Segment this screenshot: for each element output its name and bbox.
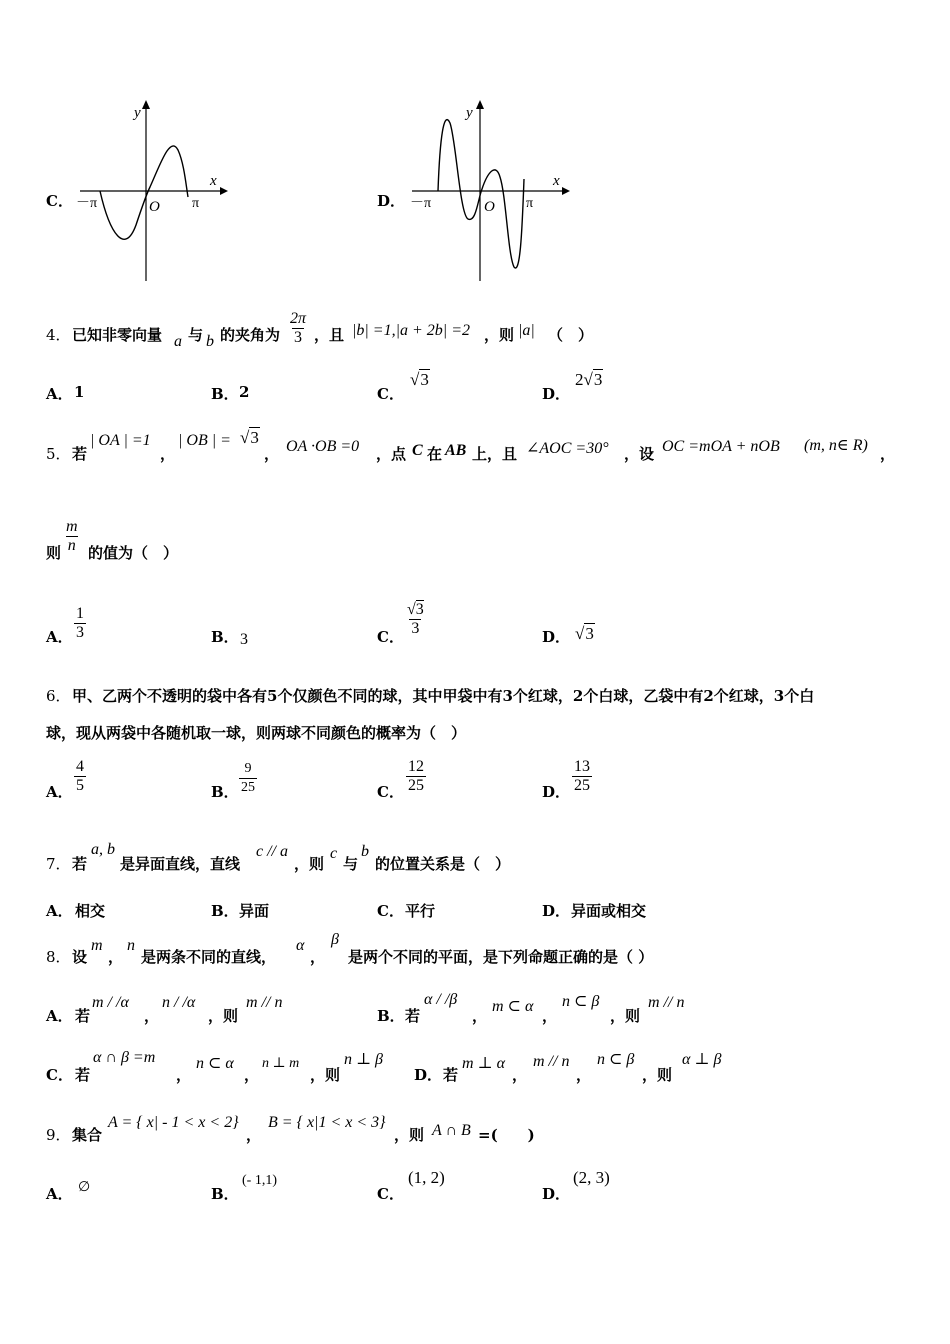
option-a-formula: n / /α [162, 994, 196, 1011]
option-c-label: C． [377, 1185, 404, 1203]
question-text: 的夹角为 [220, 326, 281, 344]
option-c-value: $\frac{12}{25}$ [408, 758, 424, 794]
option-a-label: A． [46, 902, 73, 920]
question-text: 若 [72, 855, 88, 873]
question-text: 是异面直线，直线 [120, 855, 241, 873]
question-text: ， [160, 445, 176, 463]
option-b-text: ， [542, 1007, 558, 1025]
option-c-formula: n ⊥ m [262, 1056, 300, 1071]
graph-d-pi: π [526, 196, 534, 211]
graph-c-y-label: y [134, 105, 141, 121]
question-text: ， [264, 445, 280, 463]
ratio-fraction [64, 518, 80, 555]
option-a-formula: m / /α [92, 994, 129, 1011]
formula-angle: ∠AOC =30° [526, 440, 609, 457]
answer-paren: =( ) [478, 1126, 535, 1144]
set-a: A = { x| - 1 < x < 2} [108, 1114, 239, 1131]
option-a-text: 若 [75, 1007, 91, 1025]
graph-d-y-arrow [476, 100, 484, 109]
option-b-text: ， [472, 1007, 488, 1025]
question-number: 9． [46, 1126, 71, 1144]
option-d-label: D． [542, 783, 571, 801]
option-c-value: √3 [410, 370, 429, 389]
graph-c-y-arrow [142, 100, 150, 109]
option-a-value: 1 [74, 383, 85, 401]
angle-fraction [288, 310, 308, 347]
graph-d-x-label: x [553, 173, 560, 189]
option-a-label: A． [46, 385, 73, 403]
option-d-value: 2√3 [575, 370, 603, 389]
option-d-value: $\frac{13}{25}$ [574, 758, 590, 794]
graph-d-y-label: y [466, 105, 473, 121]
graph-c-origin: O [149, 199, 160, 215]
option-a-label: A． [46, 1007, 73, 1025]
fraction-denominator: 3 [294, 329, 302, 346]
question-text: 设 [72, 948, 88, 966]
graph-d-neg-pi: －π [410, 196, 432, 211]
option-b-label: B． [377, 1007, 405, 1025]
option-b-label: B． [211, 783, 239, 801]
line-m: m [91, 937, 103, 954]
question-number: 8． [46, 948, 71, 966]
option-a-label: A． [46, 628, 73, 646]
question-text: ，则 [294, 855, 325, 873]
question-text: ， [246, 1126, 262, 1144]
option-d-text: 若 [443, 1066, 459, 1084]
option-d-label: D． [414, 1066, 443, 1084]
formula-ob: | OB | = [178, 432, 231, 449]
option-d-text: ， [512, 1066, 528, 1084]
magnitude-a: |a| [518, 322, 535, 339]
option-d-value: (2, 3) [573, 1168, 610, 1187]
option-b-label: B． [211, 385, 239, 403]
option-a-value: 相交 [75, 902, 106, 920]
formula-oc: OC =mOA + nOB [662, 438, 780, 455]
question-text: 则 [46, 544, 62, 562]
question-text: 是两个不同的平面，是下列命题正确的是（ ） [348, 948, 654, 966]
option-b-label: B． [211, 1185, 239, 1203]
question-text: ， [310, 948, 326, 966]
option-a-value: $\frac{1}{3}$ [76, 605, 84, 641]
option-d-formula: m // n [533, 1053, 570, 1070]
option-a-text: ， [144, 1007, 160, 1025]
line-c: c [330, 845, 338, 862]
question-text: 与 [188, 326, 204, 344]
option-d-value: √3 [575, 624, 594, 643]
graph-c-x-label: x [210, 173, 217, 189]
lines-ab: a, b [91, 841, 115, 858]
option-b-formula: α / /β [424, 991, 458, 1008]
line-b: b [361, 843, 369, 860]
vector-b: b [206, 333, 214, 350]
plane-beta: β [331, 931, 339, 948]
fraction-numerator: 2π [290, 310, 307, 327]
question-text: ，且 [314, 326, 345, 344]
answer-paren: （ ） [548, 326, 594, 344]
option-b-formula: m ⊂ α [492, 998, 534, 1015]
option-b-text: 若 [405, 1007, 421, 1025]
question-text: 与 [343, 855, 359, 873]
question-number: 6． [46, 687, 71, 705]
option-d-formula: α ⊥ β [682, 1051, 722, 1068]
segment-ab: AB [445, 442, 467, 459]
option-b-value: 2 [239, 383, 250, 401]
option-c-formula: n ⊥ β [344, 1051, 384, 1068]
graph-c-neg-pi: －π [76, 196, 98, 211]
question-text: ，设 [624, 445, 655, 463]
option-c-text: ， [176, 1066, 192, 1084]
option-c-text: 若 [75, 1066, 91, 1084]
option-c-value: 平行 [405, 902, 436, 920]
graph-d-curve [438, 120, 524, 268]
option-a-formula: m // n [246, 994, 283, 1011]
option-c-formula: α ∩ β =m [93, 1049, 156, 1066]
graph-d-x-arrow [562, 187, 570, 195]
fraction-numerator: m [66, 518, 78, 535]
option-b-formula: n ⊂ β [562, 993, 600, 1010]
question-text: 上，且 [472, 445, 518, 463]
option-d-label: D． [542, 1185, 571, 1203]
question-text: 集合 [72, 1126, 103, 1144]
option-d-text: ， [576, 1066, 592, 1084]
graph-c-x-arrow [220, 187, 228, 195]
question-text: ， [880, 445, 896, 463]
option-b-value: $\frac{9}{25}$ [241, 761, 255, 795]
point-c: C [412, 442, 423, 459]
option-d-label: D． [542, 902, 571, 920]
question-text: ，则 [484, 326, 515, 344]
question-text: ，点 [376, 445, 407, 463]
option-c-value: $\frac{√3}{3}$ [407, 601, 424, 637]
formula-condition: (m, n∈ R) [804, 437, 868, 454]
option-a-label: A． [46, 783, 73, 801]
question-text: 甲、乙两个不透明的袋中各有5个仅颜色不同的球，其中甲袋中有3个红球，2个白球，乙袋中有2个红球，3个白 [72, 687, 815, 705]
graph-c-pi: π [192, 196, 200, 211]
option-c-label: C． [377, 902, 404, 920]
option-c-label: C． [377, 385, 404, 403]
plane-alpha: α [296, 937, 305, 954]
option-d-label: D． [542, 385, 571, 403]
option-b-formula: m // n [648, 994, 685, 1011]
fraction-denominator: n [67, 537, 76, 554]
option-b-value: 3 [240, 631, 248, 648]
question-text: 是两条不同的直线， [141, 948, 277, 966]
option-c-value: (1, 2) [408, 1168, 445, 1187]
question-text: 若 [72, 445, 88, 463]
option-c-text: ，则 [310, 1066, 341, 1084]
option-b-label: B． [211, 628, 239, 646]
option-d-label: D． [542, 628, 571, 646]
question-number: 5． [46, 445, 71, 463]
graph-c-curve [100, 146, 188, 239]
option-c-formula: n ⊂ α [196, 1055, 234, 1072]
graph-d-origin: O [484, 199, 495, 215]
option-d-label: D． [377, 192, 406, 210]
question-text: ，则 [394, 1126, 425, 1144]
question-text: ， [108, 948, 124, 966]
option-d-formula: n ⊂ β [597, 1051, 635, 1068]
option-a-text: ，则 [208, 1007, 239, 1025]
option-a-value: $\frac{4}{5}$ [76, 758, 84, 794]
formula-dot: OA ·OB =0 [286, 438, 360, 455]
question-text: 的值为（ ） [88, 544, 179, 562]
option-b-value: 异面 [239, 902, 270, 920]
graph-c [70, 95, 230, 290]
option-b-text: ，则 [610, 1007, 641, 1025]
option-b-value: (- 1,1) [242, 1173, 277, 1188]
question-text: 在 [427, 445, 443, 463]
option-b-label: B． [211, 902, 239, 920]
line-n: n [127, 937, 135, 954]
formula-ob-root: √3 [240, 428, 259, 447]
question-number: 7． [46, 855, 71, 873]
condition-formula: |b| =1,|a + 2b| =2 [352, 322, 470, 339]
option-c-label: C． [377, 628, 404, 646]
question-text: 的位置关系是（ ） [375, 855, 511, 873]
vector-a: a [174, 333, 182, 350]
option-d-formula: m ⊥ α [462, 1055, 505, 1072]
set-b: B = { x|1 < x < 3} [268, 1114, 386, 1131]
option-c-label: C． [377, 783, 404, 801]
parallel-ca: c // a [256, 843, 288, 860]
option-c-label: C． [46, 192, 73, 210]
option-a-label: A． [46, 1185, 73, 1203]
formula-oa: | OA | =1 [90, 432, 151, 449]
option-d-text: ，则 [642, 1066, 673, 1084]
option-c-label: C． [46, 1066, 73, 1084]
option-c-text: ， [244, 1066, 260, 1084]
question-text: 已知非零向量 [72, 326, 163, 344]
question-number: 4． [46, 326, 71, 344]
graph-d [402, 95, 572, 290]
intersection: A ∩ B [432, 1122, 471, 1139]
question-text: 球，现从两袋中各随机取一球，则两球不同颜色的概率为（ ） [46, 724, 467, 742]
option-d-value: 异面或相交 [571, 902, 647, 920]
option-a-value: ∅ [78, 1180, 91, 1195]
